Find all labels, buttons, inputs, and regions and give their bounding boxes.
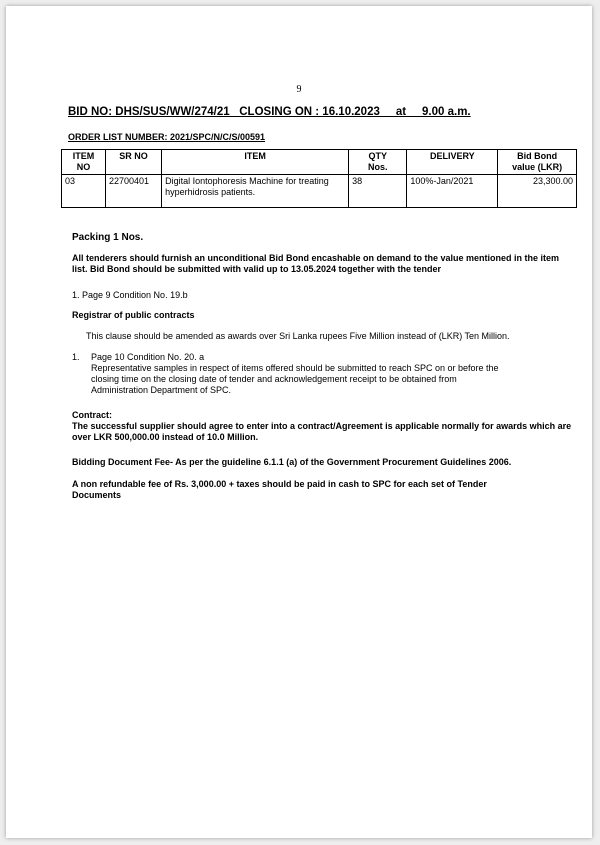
table-row [62, 175, 577, 208]
cell-bid-bond: 23,300.00 [498, 175, 577, 208]
item-table [61, 149, 577, 208]
cell-qty: 38 [349, 175, 407, 208]
bidding-fee-guideline: Bidding Document Fee- As per the guideline 6.1.1 (a) of the Government Procurement Guidelines 2006. [72, 457, 512, 467]
header-item-no: ITEM NO [62, 150, 106, 175]
bid-bond-note: All tenderers should furnish an unconditional Bid Bond encashable on demand to the value mentioned in the item list. Bid Bond should be submitted with valid up to 13.05.2024 together with the tender [72, 253, 560, 274]
registrar-heading: Registrar of public contracts [72, 310, 195, 320]
contract-text: The successful supplier should agree to enter into a contract/Agreement is applicable normally for awards which are over LKR 500,000.00 instead of 10.0 Million. [72, 421, 572, 442]
condition-20a-text: Representative samples in respect of items offered should be submitted to reach SPC on or before the closing time on the closing date of tender and acknowledgement receipt to be obtained from Administration Department of SPC. [91, 363, 499, 395]
bidding-fee-amount: A non refundable fee of Rs. 3,000.00 + taxes should be paid in cash to SPC for each set of Tender Documents [72, 479, 487, 500]
document-page [6, 6, 592, 838]
cell-item-no: 03 [62, 175, 106, 208]
header-sr-no: SR NO [105, 150, 161, 175]
packing-text: Packing 1 Nos. [72, 232, 144, 243]
cell-item: Digital Iontophoresis Machine for treating hyperhidrosis patients. [162, 175, 349, 208]
order-list-number: ORDER LIST NUMBER: 2021/SPC/N/C/S/00591 [68, 132, 266, 142]
page-number: 9 [296, 84, 302, 95]
cell-sr-no: 22700401 [105, 175, 161, 208]
condition-19b: 1. Page 9 Condition No. 19.b [72, 290, 188, 300]
condition-20a-number: 1. [72, 352, 80, 362]
registrar-text: This clause should be amended as awards over Sri Lanka rupees Five Million instead of (LKR) Ten Million. [86, 331, 510, 341]
header-delivery: DELIVERY [407, 150, 498, 175]
contract-heading: Contract: [72, 410, 112, 420]
table-header-row [62, 150, 577, 175]
header-qty: QTY Nos. [349, 150, 407, 175]
condition-20a-title: Page 10 Condition No. 20. a [91, 352, 205, 362]
header-item: ITEM [162, 150, 349, 175]
bid-number-line: BID NO: DHS/SUS/WW/274/21 CLOSING ON : 16.10.2023 at 9.00 a.m. [68, 106, 471, 118]
cell-delivery: 100%-Jan/2021 [407, 175, 498, 208]
header-bid-bond: Bid Bond value (LKR) [498, 150, 577, 175]
